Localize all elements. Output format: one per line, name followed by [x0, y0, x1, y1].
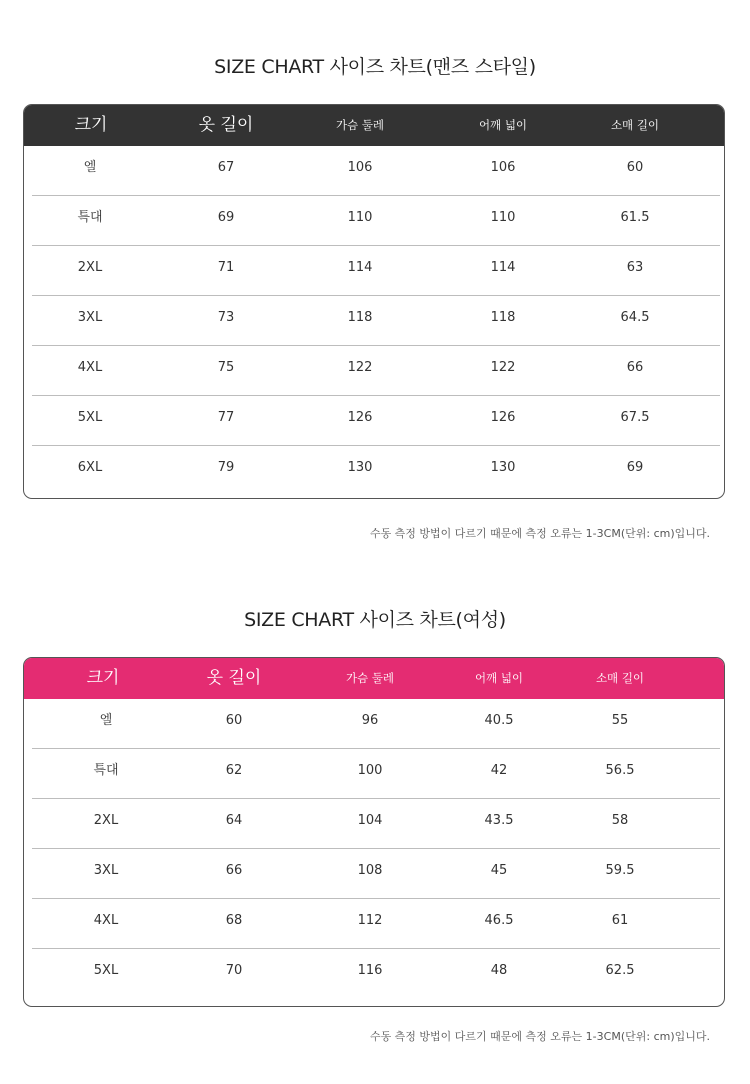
table-row	[32, 799, 720, 849]
table-row	[32, 949, 720, 999]
table-cell: 106	[490, 160, 516, 175]
table-cell: 56.5	[605, 763, 635, 778]
table-cell: 118	[347, 310, 373, 325]
table-row	[32, 749, 720, 799]
womens-header-sleeve: 소매 길이	[595, 671, 645, 685]
mens-measurement-note: 수동 측정 방법이 다르기 때문에 측정 오류는 1-3CM(단위: cm)입니다.	[369, 527, 710, 540]
womens-header-shoulder: 어깨 넓이	[474, 671, 524, 685]
table-cell: 118	[490, 310, 516, 325]
mens-size-table	[23, 104, 725, 499]
table-cell: 114	[490, 260, 516, 275]
table-cell: 68	[225, 913, 243, 928]
table-row	[32, 446, 720, 496]
table-cell: 112	[357, 913, 383, 928]
table-cell: 40.5	[484, 713, 514, 728]
table-cell: 4XL	[93, 913, 119, 928]
table-cell: 67.5	[620, 410, 650, 425]
table-cell: 63	[626, 260, 644, 275]
table-cell: 특대	[93, 763, 119, 778]
table-cell: 79	[217, 460, 235, 475]
table-cell: 66	[626, 360, 644, 375]
table-row	[32, 146, 720, 196]
table-cell: 4XL	[77, 360, 103, 375]
table-cell: 6XL	[77, 460, 103, 475]
table-cell: 46.5	[484, 913, 514, 928]
table-cell: 58	[611, 813, 629, 828]
table-row	[32, 246, 720, 296]
table-row	[32, 296, 720, 346]
table-cell: 67	[217, 160, 235, 175]
table-cell: 엘	[99, 713, 113, 728]
table-cell: 엘	[83, 160, 97, 175]
table-cell: 130	[490, 460, 516, 475]
table-cell: 73	[217, 310, 235, 325]
table-cell: 122	[490, 360, 516, 375]
womens-title: SIZE CHART 사이즈 차트(여성)	[244, 609, 506, 631]
table-cell: 110	[490, 210, 516, 225]
womens-header-chest: 가슴 둘레	[345, 671, 395, 685]
table-cell: 61.5	[620, 210, 650, 225]
table-cell: 62.5	[605, 963, 635, 978]
womens-size-table	[23, 657, 725, 1007]
table-cell: 104	[357, 813, 383, 828]
table-cell: 96	[361, 713, 379, 728]
table-cell: 2XL	[93, 813, 119, 828]
table-cell: 43.5	[484, 813, 514, 828]
table-cell: 69	[626, 460, 644, 475]
table-cell: 106	[347, 160, 373, 175]
table-cell: 5XL	[93, 963, 119, 978]
table-cell: 77	[217, 410, 235, 425]
table-cell: 60	[626, 160, 644, 175]
table-cell: 108	[357, 863, 383, 878]
table-cell: 2XL	[77, 260, 103, 275]
womens-header-length: 옷 길이	[206, 668, 262, 688]
table-cell: 116	[357, 963, 383, 978]
mens-header-size: 크기	[74, 115, 108, 135]
table-row	[32, 346, 720, 396]
table-cell: 100	[357, 763, 383, 778]
table-cell: 42	[490, 763, 508, 778]
table-cell: 110	[347, 210, 373, 225]
table-cell: 64	[225, 813, 243, 828]
mens-header-sleeve: 소매 길이	[610, 118, 660, 132]
table-cell: 3XL	[93, 863, 119, 878]
womens-table-header	[24, 658, 724, 699]
mens-table-header	[24, 105, 724, 146]
table-cell: 75	[217, 360, 235, 375]
table-cell: 60	[225, 713, 243, 728]
table-cell: 66	[225, 863, 243, 878]
table-cell: 70	[225, 963, 243, 978]
table-cell: 126	[490, 410, 516, 425]
table-cell: 45	[490, 863, 508, 878]
table-cell: 3XL	[77, 310, 103, 325]
table-cell: 55	[611, 713, 629, 728]
table-row	[32, 699, 720, 749]
table-cell: 126	[347, 410, 373, 425]
mens-header-length: 옷 길이	[198, 115, 254, 135]
table-cell: 122	[347, 360, 373, 375]
table-cell: 59.5	[605, 863, 635, 878]
table-cell: 130	[347, 460, 373, 475]
mens-header-shoulder: 어깨 넓이	[478, 118, 528, 132]
table-cell: 69	[217, 210, 235, 225]
table-cell: 61	[611, 913, 629, 928]
table-cell: 64.5	[620, 310, 650, 325]
table-cell: 48	[490, 963, 508, 978]
table-row	[32, 196, 720, 246]
table-row	[32, 899, 720, 949]
mens-header-chest: 가슴 둘레	[335, 118, 385, 132]
womens-measurement-note: 수동 측정 방법이 다르기 때문에 측정 오류는 1-3CM(단위: cm)입니다.	[369, 1030, 710, 1043]
table-row	[32, 396, 720, 446]
table-cell: 62	[225, 763, 243, 778]
table-row	[32, 849, 720, 899]
womens-header-size: 크기	[86, 668, 120, 688]
table-cell: 71	[217, 260, 235, 275]
mens-title: SIZE CHART 사이즈 차트(맨즈 스타일)	[214, 56, 536, 78]
table-cell: 5XL	[77, 410, 103, 425]
table-cell: 114	[347, 260, 373, 275]
table-cell: 특대	[77, 210, 103, 225]
